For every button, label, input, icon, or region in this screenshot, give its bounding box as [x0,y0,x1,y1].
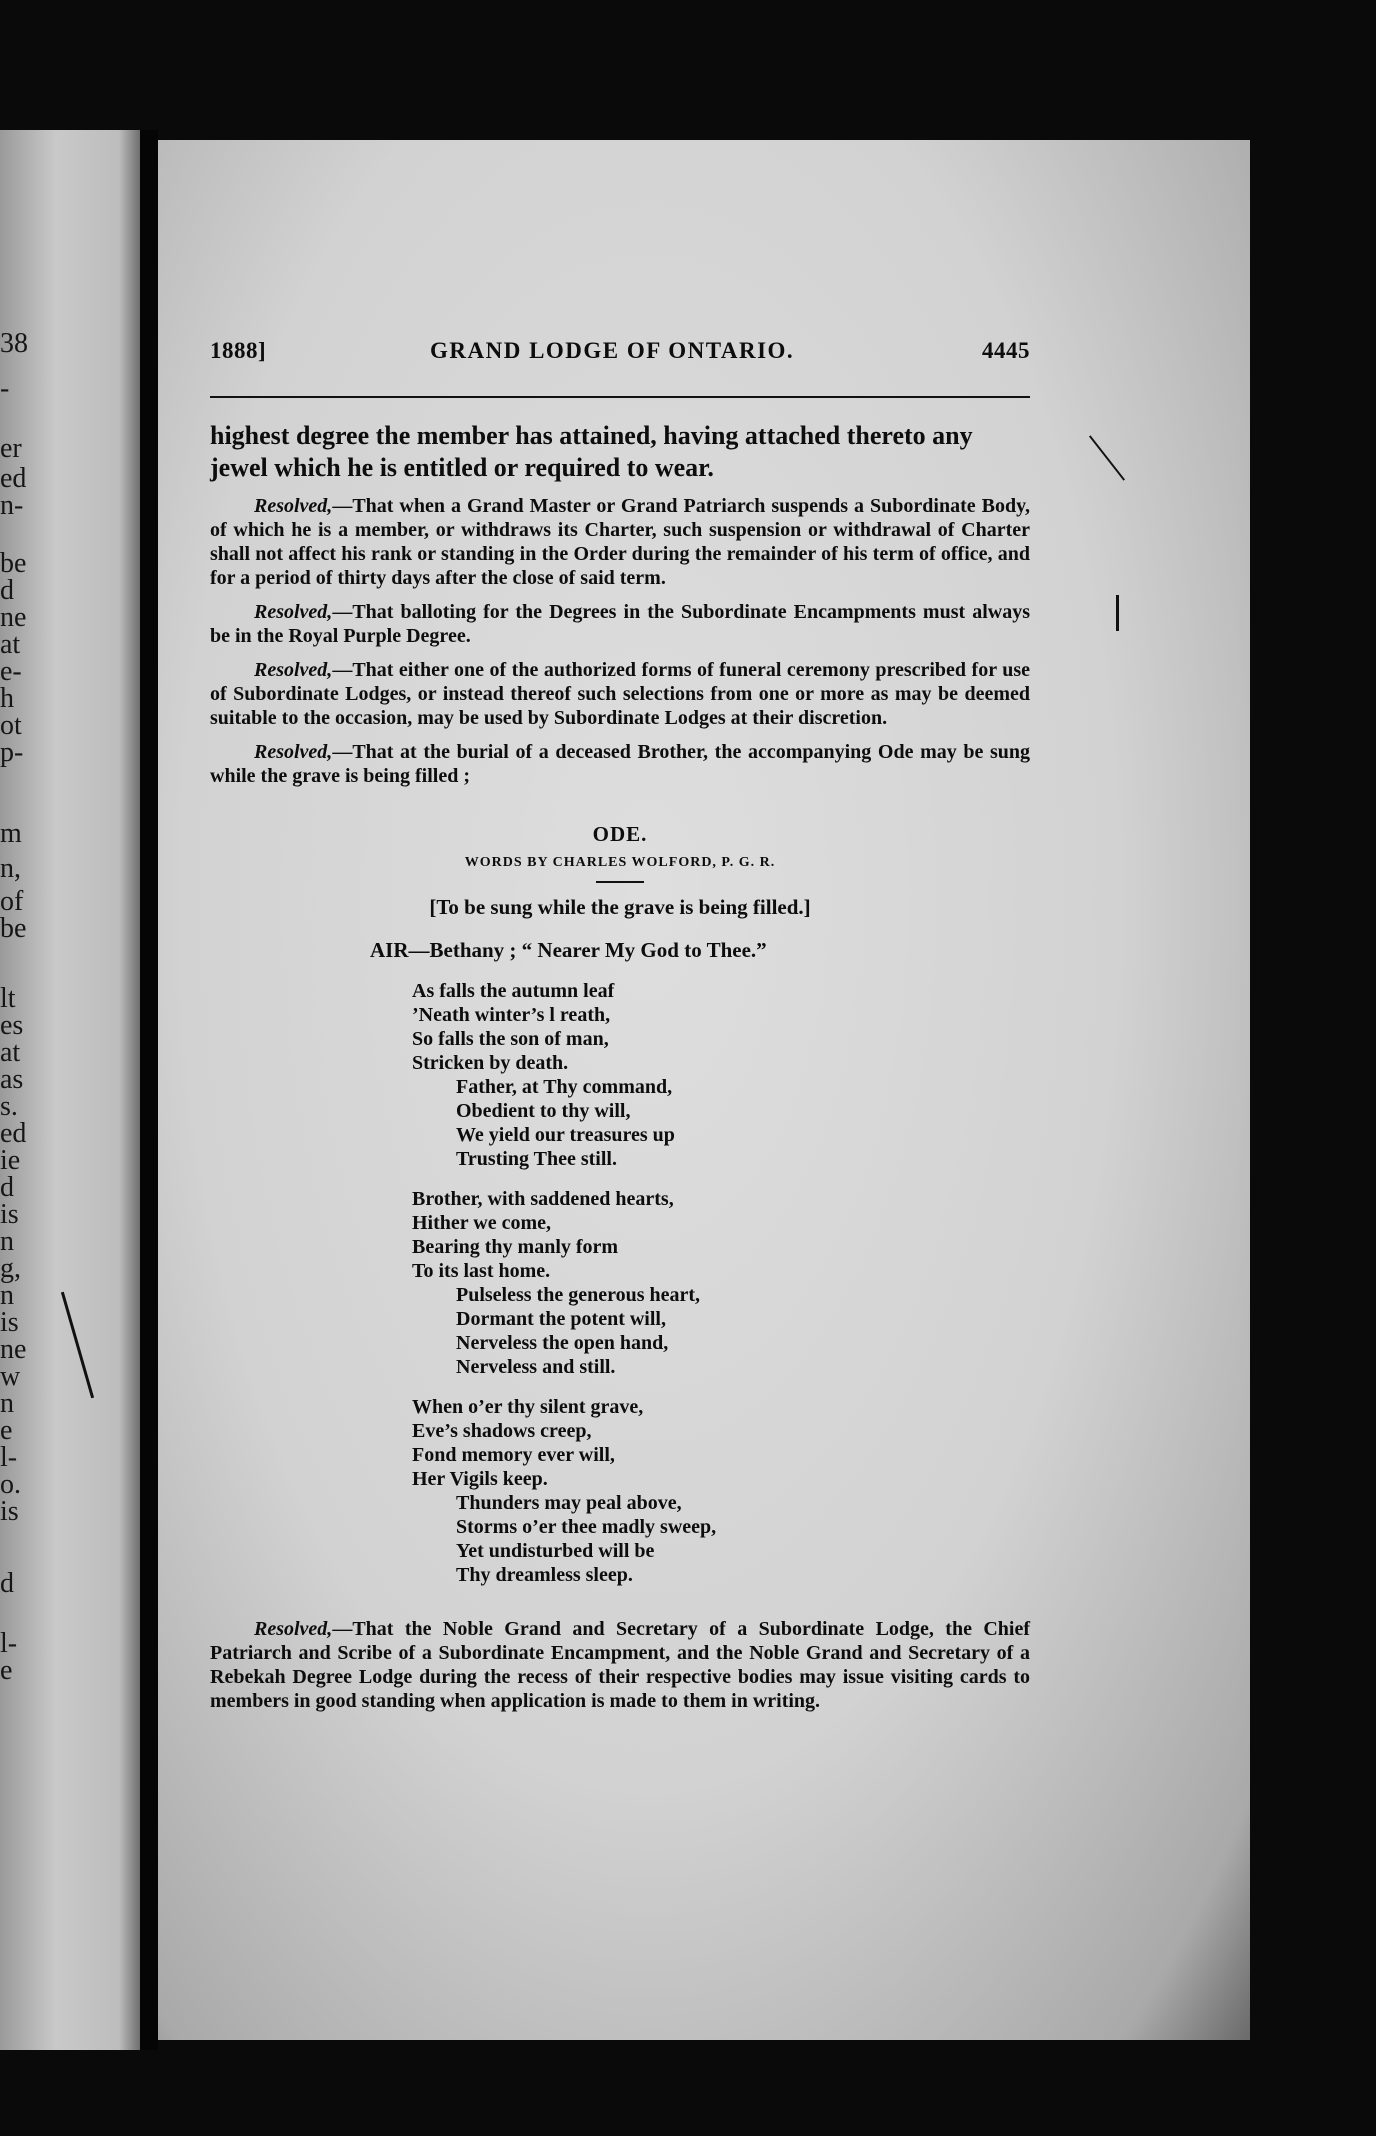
left-fragment: d [0,1174,14,1202]
resolution-lead: Resolved, [254,1618,333,1640]
verse-line: Obedient to thy will, [456,1100,631,1122]
left-fragment: at [0,1039,21,1067]
left-fragment: ed [0,465,27,493]
left-fragment: lt [0,985,16,1013]
verse-line: As falls the autumn leaf [412,980,615,1002]
verse-line: We yield our treasures up [456,1124,675,1146]
verse-line: ’Neath winter’s l reath, [412,1004,611,1026]
ode-title: ODE. [592,822,648,846]
verse-line: Thy dreamless sleep. [456,1564,633,1586]
binding-gutter [140,130,158,2050]
verse-line: Father, at Thy command, [456,1076,673,1098]
left-fragment: n, [0,855,21,883]
left-fragment: ie [0,1147,21,1175]
left-fragment: n [0,1390,14,1418]
page-number: 4445 [982,338,1030,363]
left-fragment: e [0,1657,13,1685]
left-fragment: n [0,1282,14,1310]
left-fragment: is [0,1498,19,1526]
resolution-text: —That either one of the authorized forms of funeral ceremony prescribed for use of Subordinate Lodges, or instead thereof such selections from one or more as may be deemed suitable to the occasion, may be used by Subordinate Lodges at their discretion. [210,659,1030,729]
header-rule [210,396,1030,398]
resolution-lead: Resolved, [254,659,333,681]
resolution-lead: Resolved, [254,741,333,763]
facing-page-edge [0,130,140,2050]
left-fragment: is [0,1309,19,1337]
left-fragment: as [0,1066,24,1094]
pen-mark [61,1292,94,1399]
verse-line: Stricken by death. [412,1052,569,1074]
left-fragment: p- [0,739,24,767]
main-page [158,140,1250,2040]
ode-rule [596,881,644,883]
left-fragment: of [0,888,24,916]
left-fragment: e [0,1417,13,1445]
left-fragment: is [0,1201,19,1229]
resolution-paragraph [210,1617,1030,1713]
left-fragment: w [0,1363,21,1391]
resolution-paragraph [210,658,1030,730]
left-fragment: d [0,577,14,605]
verse-line: Nerveless and still. [456,1356,616,1378]
left-fragment: be [0,550,27,578]
ode-air: AIR—Bethany ; “ Nearer My God to Thee.” [370,938,767,962]
left-fragment: s. [0,1093,18,1121]
pen-mark [1116,595,1119,631]
verse-line: Bearing thy manly form [412,1236,619,1258]
verse-line: Her Vigils keep. [412,1468,548,1490]
left-fragment: ne [0,1336,27,1364]
verse-line: Dormant the potent will, [456,1308,666,1330]
left-fragment: ed [0,1120,27,1148]
verse-line: Thunders may peal above, [456,1492,682,1514]
left-fragment: o. [0,1471,21,1499]
left-fragment: d [0,1570,14,1598]
left-fragment: - [0,375,10,403]
ode-stanza [210,1187,1030,1379]
left-fragment: ot [0,712,22,740]
left-fragment: m [0,820,22,848]
verse-line: Pulseless the generous heart, [456,1284,701,1306]
resolution-lead: Resolved, [254,601,333,623]
verse-line: Nerveless the open hand, [456,1332,669,1354]
left-fragment: g, [0,1255,21,1283]
resolution-paragraph [210,494,1030,590]
left-fragment: be [0,915,27,943]
ode-stanza [210,1395,1030,1587]
pen-mark [1089,435,1125,480]
running-head [210,338,1030,372]
resolution-text: —That balloting for the Degrees in the Subordinate Encampments must always be in the Royal Purple Degree. [210,601,1030,647]
ode-stanza [210,979,1030,1171]
left-fragment: 38 [0,330,28,358]
resolution-text: —That at the burial of a deceased Brother, the accompanying Ode may be sung while the grave is being filled ; [210,741,1030,787]
verse-line: To its last home. [412,1260,551,1282]
resolution-lead: Resolved, [254,495,333,517]
verse-line: Eve’s shadows creep, [412,1420,592,1442]
resolution-paragraph [210,600,1030,648]
left-fragment: e- [0,658,22,686]
verse-line: When o’er thy silent grave, [412,1396,644,1418]
page-content [210,338,1030,1713]
verse-line: So falls the son of man, [412,1028,609,1050]
continuation-paragraph: highest degree the member has attained, having attached thereto any jewel which he is entitled or required to wear. [210,421,973,482]
resolution-paragraph [210,740,1030,788]
left-fragment: er [0,435,22,463]
left-fragment: l- [0,1444,18,1472]
left-fragment: ne [0,604,27,632]
ode-byline: WORDS BY CHARLES WOLFORD, P. G. R. [464,855,776,870]
running-head-year: 1888] [210,338,267,363]
left-fragment: h [0,685,14,713]
left-fragment: l- [0,1630,18,1658]
verse-line: Hither we come, [412,1212,552,1234]
verse-line: Trusting Thee still. [456,1148,617,1170]
resolution-text: —That the Noble Grand and Secretary of a Subordinate Lodge, the Chief Patriarch and Scribe of a Subordinate Encampment, and the Noble Grand and Secretary of a Rebekah Degree Lodge during the recess of their respective bodies may issue visiting cards to members in good standing when application is made to them in writing. [210,1618,1030,1712]
verse-line: Yet undisturbed will be [456,1540,655,1562]
verse-line: Fond memory ever will, [412,1444,615,1466]
left-fragment: at [0,631,21,659]
verse-line: Storms o’er thee madly sweep, [456,1516,717,1538]
running-head-title: GRAND LODGE OF ONTARIO. [430,338,795,363]
verse-line: Brother, with saddened hearts, [412,1188,674,1210]
left-fragment: es [0,1012,24,1040]
resolution-text: —That when a Grand Master or Grand Patriarch suspends a Subordinate Body, of which he is a member, or withdraws its Charter, such suspension or withdrawal of Charter shall not affect his rank or standing in the Order during the remainder of his term of office, and for a period of thirty days after the close of said term. [210,495,1030,589]
left-fragment: n- [0,492,24,520]
left-fragment: n [0,1228,14,1256]
ode-direction: [To be sung while the grave is being filled.] [429,895,811,919]
